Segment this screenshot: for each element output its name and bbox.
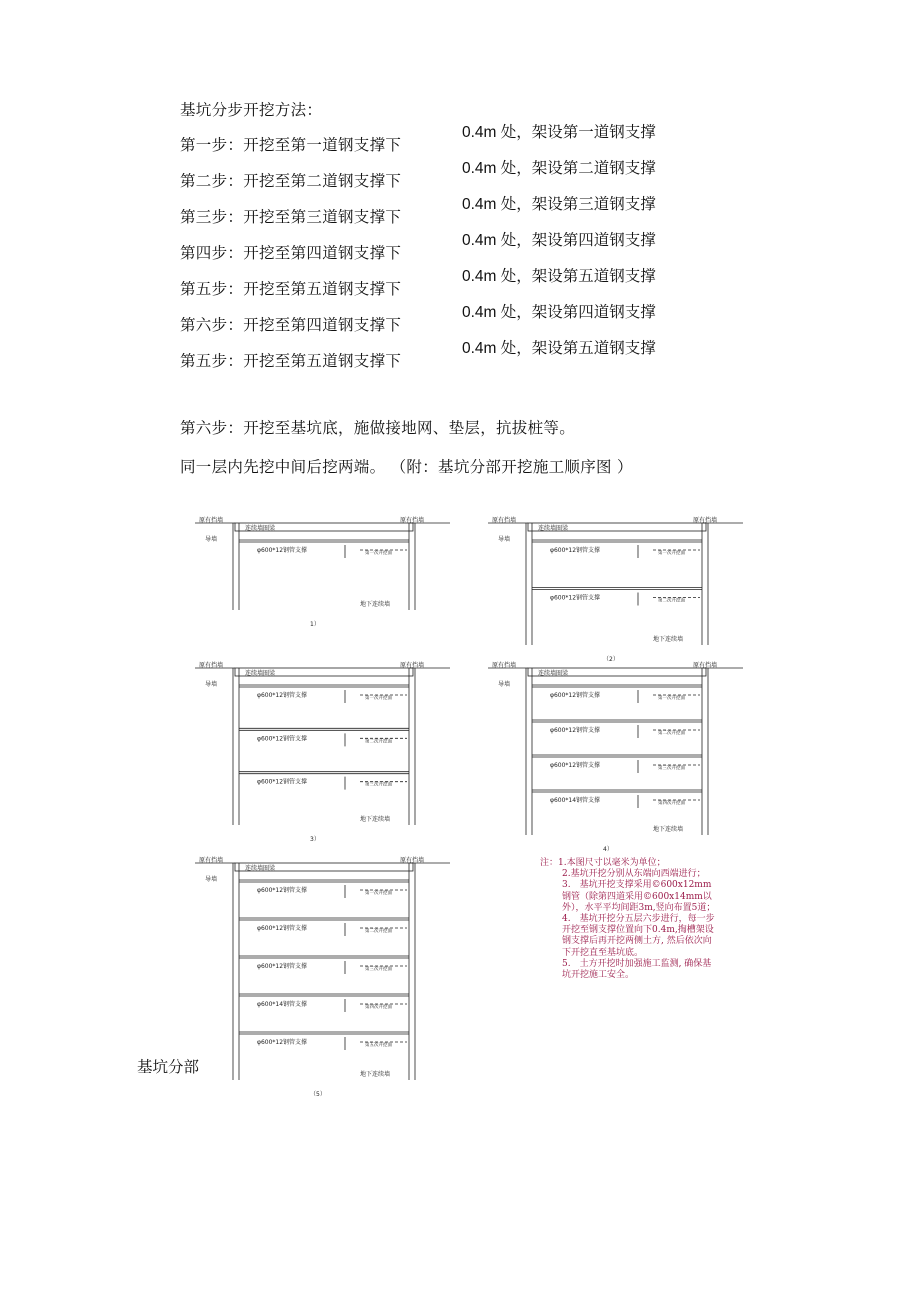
label-strut-4: φ600*14钢管支撑 <box>257 1001 308 1008</box>
label-diaphragm-wall: 地下连续墙 <box>360 601 391 608</box>
label-strut-1: φ600*12钢管支撑 <box>257 887 308 894</box>
label-strut-2: φ600*12钢管支撑 <box>550 594 601 602</box>
label-dig-1: 第一次开挖面 <box>365 891 392 896</box>
label-retaining-left: 原有挡墙 <box>492 517 517 524</box>
label-guide-wall: 导墙 <box>205 536 218 543</box>
step-5-left: 第五步：开挖至第五道钢支撑下 <box>180 280 402 298</box>
step-7-right: 0.4m 处，架设第五道钢支撑 <box>462 340 656 357</box>
step-1-right: 0.4m 处，架设第一道钢支撑 <box>462 124 656 141</box>
step-2-left: 第二步：开挖至第二道钢支撑下 <box>180 172 402 190</box>
step-1-left: 第一步：开挖至第一道钢支撑下 <box>180 136 402 154</box>
figure-caption: 基坑分部 <box>137 1058 200 1076</box>
label-dig-2: 第二次开挖面 <box>365 929 392 934</box>
label-strut-2: φ600*12钢管支撑 <box>257 925 308 932</box>
label-dig-1: 第一次开挖面 <box>365 696 392 701</box>
label-dig-3: 第三次开挖面 <box>658 766 685 771</box>
label-strut-2: φ600*12钢管支撑 <box>550 727 601 734</box>
label-dig-2: 第二次开挖面 <box>658 598 685 604</box>
label-crown-beam: 连续墙圈梁 <box>538 670 569 677</box>
step-6-left: 第六步：开挖至第四道钢支撑下 <box>180 316 402 334</box>
label-retaining-right: 原有挡墙 <box>400 662 425 669</box>
label-strut-4: φ600*14钢管支撑 <box>550 797 601 804</box>
label-dig-5: 第五次开挖面 <box>365 1043 392 1048</box>
label-retaining-right: 原有挡墙 <box>400 517 425 524</box>
label-dig-1: 第一次开挖面 <box>365 551 392 556</box>
label-dig-4: 第四次开挖面 <box>365 1005 392 1010</box>
step-4-left: 第四步：开挖至第四道钢支撑下 <box>180 244 402 262</box>
label-diaphragm-wall: 地下连续墙 <box>360 1071 391 1078</box>
step-5-right: 0.4m 处，架设第五道钢支撑 <box>462 268 656 285</box>
figure-1-drawing <box>195 515 455 630</box>
note-5: 5. 土方开挖时加强施工监测, 确保基坑开挖施工安全。 <box>562 958 712 981</box>
label-strut-5: φ600*12钢管支撑 <box>257 1039 308 1046</box>
label-diaphragm-wall: 地下连续墙 <box>360 816 391 823</box>
label-retaining-right: 原有挡墙 <box>693 517 718 524</box>
figure-5 <box>195 855 455 1100</box>
label-retaining-left: 原有挡墙 <box>199 857 224 864</box>
label-crown-beam: 连续墙圈梁 <box>245 670 276 677</box>
label-retaining-left: 原有挡墙 <box>199 517 224 524</box>
label-dig-3: 第三次开挖面 <box>365 782 392 788</box>
figure-3 <box>195 660 455 845</box>
label-crown-beam: 连续墙圈梁 <box>538 525 569 532</box>
label-diaphragm-wall: 地下连续墙 <box>653 636 684 643</box>
label-strut-3: φ600*12钢管支撑 <box>257 963 308 970</box>
drawing-notes <box>540 858 720 981</box>
step-2-right: 0.4m 处，架设第二道钢支撑 <box>462 160 656 177</box>
note-3: 3. 基坑开挖支撑采用©600x12mm钢管（除第四道采用©600x14mm以外），水平平均间距3m,竖向布置5道； <box>562 880 716 913</box>
step-4-right: 0.4m 处，架设第四道钢支撑 <box>462 232 656 249</box>
figure-2-drawing <box>488 515 748 665</box>
figure-2 <box>488 515 748 665</box>
page-heading: 基坑分步开挖方法： <box>180 101 323 119</box>
step-3-right: 0.4m 处，架设第三道钢支撑 <box>462 196 656 213</box>
label-diaphragm-wall: 地下连续墙 <box>653 826 684 833</box>
figure-3-drawing <box>195 660 455 845</box>
label-strut-3: φ600*12钢管支撑 <box>550 762 601 769</box>
note-4: 4. 基坑开挖分五层六步进行，每一步开挖至钢支撑位置向下0.4m,掏槽架设钢支撑后再开挖两侧土方, 然后依次向下开挖直至基坑底。 <box>562 914 715 958</box>
step-6-right: 0.4m 处，架设第四道钢支撑 <box>462 304 656 321</box>
label-guide-wall: 导墙 <box>498 536 511 543</box>
label-dig-4: 第四次开挖面 <box>658 801 685 806</box>
step-7-left: 第五步：开挖至第五道钢支撑下 <box>180 352 402 370</box>
label-strut-1: φ600*12钢管支撑 <box>550 547 601 554</box>
figure-1 <box>195 515 455 630</box>
label-dig-2: 第二次开挖面 <box>658 731 685 736</box>
figure-number: 1） <box>310 621 320 628</box>
figure-4 <box>488 660 748 855</box>
label-guide-wall: 导墙 <box>498 681 511 688</box>
figure-number: （2） <box>603 656 619 663</box>
step-3-left: 第三步：开挖至第三道钢支撑下 <box>180 208 402 226</box>
figure-number: （5） <box>310 1091 326 1098</box>
label-retaining-right: 原有挡墙 <box>693 662 718 669</box>
label-guide-wall: 导墙 <box>205 876 218 883</box>
figure-4-drawing <box>488 660 748 855</box>
label-strut-1: φ600*12钢管支撑 <box>550 692 601 699</box>
label-crown-beam: 连续墙圈梁 <box>245 525 276 532</box>
note-2: 2.基坑开挖分别从东端向西端进行； <box>562 869 706 880</box>
excavation-order: 同一层内先挖中间后挖两端。 （附：基坑分部开挖施工顺序图 ） <box>180 458 633 476</box>
label-retaining-left: 原有挡墙 <box>199 662 224 669</box>
label-retaining-right: 原有挡墙 <box>400 857 425 864</box>
label-strut-2: φ600*12钢管支撑 <box>257 735 308 743</box>
label-strut-1: φ600*12钢管支撑 <box>257 547 308 554</box>
label-strut-1: φ600*12钢管支撑 <box>257 692 308 699</box>
label-retaining-left: 原有挡墙 <box>492 662 517 669</box>
label-dig-3: 第三次开挖面 <box>365 967 392 972</box>
figure-number: 4） <box>603 846 613 853</box>
label-dig-1: 第一次开挖面 <box>658 551 685 556</box>
label-strut-3: φ600*12钢管支撑 <box>257 778 308 786</box>
note-1: 注：1.本图尺寸以毫米为单位； <box>540 858 666 868</box>
step-final: 第六步：开挖至基坑底，施做接地网、垫层，抗拔桩等。 <box>180 419 576 437</box>
figure-number: 3） <box>310 836 320 843</box>
label-dig-2: 第二次开挖面 <box>365 739 392 745</box>
figure-5-drawing <box>195 855 455 1100</box>
label-dig-1: 第一次开挖面 <box>658 696 685 701</box>
label-crown-beam: 连续墙圈梁 <box>245 865 276 872</box>
label-guide-wall: 导墙 <box>205 681 218 688</box>
